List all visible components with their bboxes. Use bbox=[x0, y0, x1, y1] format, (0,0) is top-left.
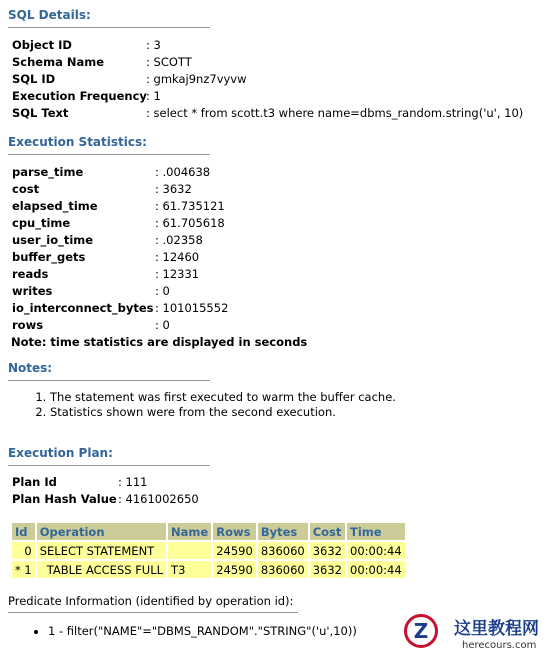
cell-bytes: 836060 bbox=[258, 561, 308, 578]
kv-row bbox=[12, 266, 228, 283]
kv-row bbox=[12, 54, 523, 71]
kv-row bbox=[12, 300, 228, 317]
note-item: 1. The statement was first executed to warm the buffer cache. bbox=[50, 390, 396, 405]
logo-url: herecours.com bbox=[462, 640, 537, 651]
cell-time: 00:00:44 bbox=[347, 561, 405, 578]
sql-details-list bbox=[12, 37, 523, 122]
kv-value: : 0 bbox=[155, 284, 170, 298]
kv-value: : 4161002650 bbox=[118, 492, 199, 506]
plan-info-list bbox=[12, 474, 199, 508]
kv-row bbox=[12, 198, 228, 215]
kv-row bbox=[12, 181, 228, 198]
exec-stats-list bbox=[12, 164, 228, 334]
kv-key: Plan Hash Value bbox=[12, 492, 117, 506]
predicate-item: • 1 - filter("NAME"="DBMS_RANDOM"."STRING"('u',10)) bbox=[48, 624, 357, 638]
kv-row bbox=[12, 71, 523, 88]
time-stats-note: Note: time statistics are displayed in seconds bbox=[11, 335, 308, 349]
cell-name: T3 bbox=[168, 561, 211, 578]
divider bbox=[8, 465, 210, 466]
predicate-list bbox=[30, 624, 357, 638]
logo-title: 这里教程网 bbox=[454, 619, 539, 639]
kv-value: : .02358 bbox=[155, 233, 203, 247]
cell-bytes: 836060 bbox=[258, 542, 308, 559]
kv-value: : 61.705618 bbox=[155, 216, 225, 230]
cell-time: 00:00:44 bbox=[347, 542, 405, 559]
kv-value: : 12331 bbox=[155, 267, 200, 281]
kv-row bbox=[12, 164, 228, 181]
predicate-title: Predicate Information (identified by operation id): bbox=[8, 594, 294, 608]
col-header-operation: Operation bbox=[37, 523, 166, 540]
kv-value: : 111 bbox=[118, 475, 148, 489]
note-item: 2. Statistics shown were from the second execution. bbox=[50, 405, 396, 420]
kv-key: SQL ID bbox=[12, 72, 56, 86]
sql-details-title: SQL Details: bbox=[8, 8, 91, 22]
kv-value: : 1 bbox=[146, 89, 161, 103]
col-header-time: Time bbox=[347, 523, 405, 540]
kv-row bbox=[12, 232, 228, 249]
kv-key: cost bbox=[12, 182, 40, 196]
col-header-rows: Rows bbox=[213, 523, 256, 540]
divider bbox=[8, 154, 210, 155]
kv-row bbox=[12, 249, 228, 266]
kv-key: elapsed_time bbox=[12, 199, 98, 213]
cell-id: * 1 bbox=[12, 561, 35, 578]
kv-key: cpu_time bbox=[12, 216, 71, 230]
cell-name bbox=[168, 542, 211, 559]
divider bbox=[8, 27, 210, 28]
kv-key: user_io_time bbox=[12, 233, 94, 247]
col-header-id: Id bbox=[12, 523, 35, 540]
cell-operation: TABLE ACCESS FULL bbox=[37, 561, 166, 578]
site-watermark-logo bbox=[402, 612, 548, 658]
cell-rows: 24590 bbox=[213, 561, 256, 578]
cell-operation: SELECT STATEMENT bbox=[37, 542, 166, 559]
kv-key: rows bbox=[12, 318, 44, 332]
kv-row bbox=[12, 474, 199, 491]
kv-key: Object ID bbox=[12, 38, 72, 52]
divider bbox=[8, 380, 210, 381]
col-header-name: Name bbox=[168, 523, 211, 540]
col-header-cost: Cost bbox=[310, 523, 345, 540]
divider bbox=[8, 612, 298, 613]
execution-plan-table bbox=[10, 521, 407, 580]
kv-key: parse_time bbox=[12, 165, 84, 179]
kv-value: : SCOTT bbox=[146, 55, 192, 69]
kv-value: : 12460 bbox=[155, 250, 200, 264]
kv-key: Schema Name bbox=[12, 55, 104, 69]
table-row bbox=[12, 542, 405, 559]
cell-rows: 24590 bbox=[213, 542, 256, 559]
kv-value: : 3632 bbox=[155, 182, 192, 196]
kv-key: writes bbox=[12, 284, 53, 298]
logo-mark-icon: Z bbox=[404, 614, 438, 648]
kv-row bbox=[12, 317, 228, 334]
kv-row bbox=[12, 105, 523, 122]
table-header-row bbox=[12, 523, 405, 540]
cell-cost: 3632 bbox=[310, 542, 345, 559]
exec-stats-title: Execution Statistics: bbox=[8, 135, 147, 149]
kv-value: : 61.735121 bbox=[155, 199, 225, 213]
kv-key: Execution Frequency bbox=[12, 89, 147, 103]
kv-key: SQL Text bbox=[12, 106, 69, 120]
kv-row bbox=[12, 37, 523, 54]
notes-title: Notes: bbox=[8, 361, 53, 375]
kv-key: io_interconnect_bytes bbox=[12, 301, 154, 315]
kv-key: buffer_gets bbox=[12, 250, 86, 264]
kv-row bbox=[12, 215, 228, 232]
cell-id: 0 bbox=[12, 542, 35, 559]
kv-value: : 0 bbox=[155, 318, 170, 332]
col-header-bytes: Bytes bbox=[258, 523, 308, 540]
kv-value: : select * from scott.t3 where name=dbms_random.string('u', 10) bbox=[146, 106, 524, 120]
kv-key: reads bbox=[12, 267, 49, 281]
kv-row bbox=[12, 491, 199, 508]
kv-row bbox=[12, 88, 523, 105]
kv-key: Plan Id bbox=[12, 475, 57, 489]
kv-value: : gmkaj9nz7vyvw bbox=[146, 72, 247, 86]
notes-list bbox=[32, 390, 396, 420]
exec-plan-title: Execution Plan: bbox=[8, 446, 113, 460]
kv-value: : 101015552 bbox=[155, 301, 229, 315]
cell-cost: 3632 bbox=[310, 561, 345, 578]
kv-value: : 3 bbox=[146, 38, 161, 52]
kv-value: : .004638 bbox=[155, 165, 211, 179]
kv-row bbox=[12, 283, 228, 300]
table-row bbox=[12, 561, 405, 578]
